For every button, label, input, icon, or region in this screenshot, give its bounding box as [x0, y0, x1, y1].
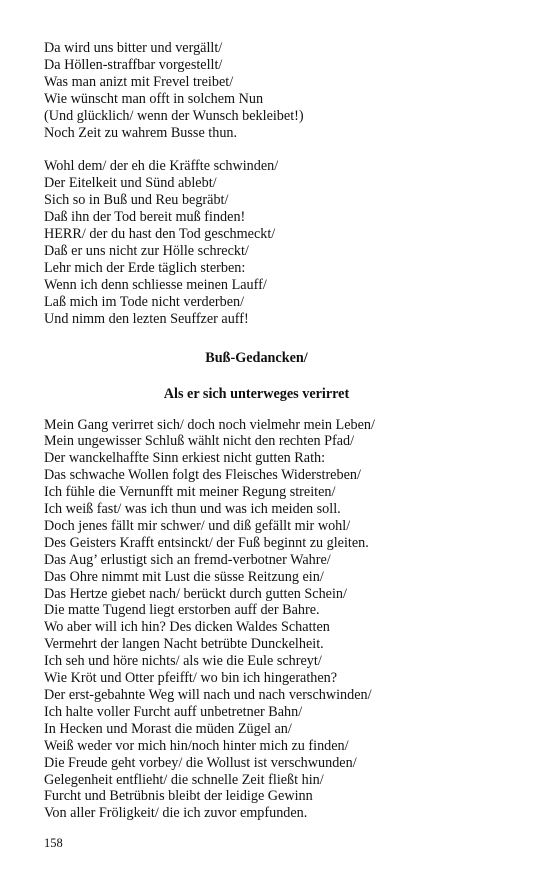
verse-line: Furcht und Betrübnis bleibt der leidige Gewinn: [44, 788, 313, 805]
verse-line: Ich fühle die Vernunfft mit meiner Regung streiten/: [44, 484, 336, 501]
verse-line: Was man anizt mit Frevel treibet/: [44, 73, 234, 90]
verse-line: Wie wünscht man offt in solchem Nun: [44, 90, 264, 107]
verse-line: (Und glücklich/ wenn der Wunsch bekleibet!): [44, 107, 304, 124]
verse-line: Des Geisters Krafft entsinckt/ der Fuß beginnt zu gleiten.: [44, 534, 369, 551]
verse-line: Laß mich im Tode nicht verderben/: [44, 293, 245, 310]
stanza-2: [44, 158, 514, 327]
verse-line: Noch Zeit zu wahrem Busse thun.: [44, 124, 238, 141]
verse-line: Das Aug’ erlustigt sich an fremd-verbotner Wahre/: [44, 551, 331, 568]
verse-line: Da wird uns bitter und vergällt/: [44, 40, 223, 56]
poem-subtitle: Als er sich unterweges verirret: [163, 385, 350, 402]
verse-line: Das Ohre nimmt mit Lust die süsse Reitzung ein/: [44, 568, 324, 585]
verse-line: Der Eitelkeit und Sünd ablebt/: [44, 175, 217, 192]
verse-line: HERR/ der du hast den Tod geschmeckt/: [44, 226, 276, 243]
poem-title: Buß-Gedancken/: [205, 349, 308, 366]
page-text: [44, 40, 514, 822]
verse-line: Da Höllen-straffbar vorgestellt/: [44, 56, 223, 73]
verse-line: Wie Kröt und Otter pfeifft/ wo bin ich hingerathen?: [44, 670, 338, 687]
stanza-gap: [44, 141, 514, 158]
verse-line: Vermehrt der langen Nacht betrübte Dunckelheit.: [44, 636, 324, 653]
verse-line: Das Hertze giebet nach/ berückt durch gutten Schein/: [44, 585, 347, 602]
stanza-1: [44, 40, 514, 141]
verse-line: Wo aber will ich hin? Des dicken Waldes Schatten: [44, 619, 330, 636]
verse-line: Ich seh und höre nichts/ als wie die Eule schreyt/: [44, 653, 322, 670]
verse-line: Ich halte voller Furcht auff unbetretner Bahn/: [44, 703, 303, 720]
poem-body: [44, 417, 514, 823]
verse-line: Das schwache Wollen folgt des Fleisches Widerstreben/: [44, 467, 361, 484]
verse-line: Wenn ich denn schliesse meinen Lauff/: [44, 276, 267, 293]
verse-line: Der wanckelhaffte Sinn erkiest nicht gutten Rath:: [44, 450, 326, 467]
verse-line: Mein Gang verirret sich/ doch noch vielmehr mein Leben/: [44, 416, 375, 433]
verse-line: Daß er uns nicht zur Hölle schreckt/: [44, 242, 249, 259]
verse-line: Die matte Tugend liegt erstorben auff der Bahre.: [44, 602, 320, 619]
verse-line: Die Freude geht vorbey/ die Wollust ist verschwunden/: [44, 754, 357, 771]
verse-line: Gelegenheit entflieht/ die schnelle Zeit fließt hin/: [44, 771, 324, 788]
verse-line: Der erst-gebahnte Weg will nach und nach verschwinden/: [44, 687, 372, 703]
verse-line: Daß ihn der Tod bereit muß finden!: [44, 209, 246, 226]
verse-line: Weiß weder vor mich hin/noch hinter mich zu finden/: [44, 737, 349, 754]
verse-line: Mein ungewisser Schluß wählt nicht den rechten Pfad/: [44, 433, 355, 450]
verse-line: Wohl dem/ der eh die Kräffte schwinden/: [44, 158, 279, 175]
verse-line: Sich so in Buß und Reu begräbt/: [44, 192, 229, 209]
verse-line: Lehr mich der Erde täglich sterben:: [44, 259, 246, 276]
verse-line: Doch jenes fällt mir schwer/ und diß gefällt mir wohl/: [44, 517, 351, 534]
verse-line: Ich weiß fast/ was ich thun und was ich meiden soll.: [44, 501, 341, 518]
verse-line: Von aller Fröligkeit/ die ich zuvor empfunden.: [44, 805, 308, 822]
verse-line: Und nimm den lezten Seuffzer auff!: [44, 310, 249, 327]
verse-line: In Hecken und Morast die müden Zügel an/: [44, 720, 292, 737]
page-number: 158: [44, 836, 63, 850]
